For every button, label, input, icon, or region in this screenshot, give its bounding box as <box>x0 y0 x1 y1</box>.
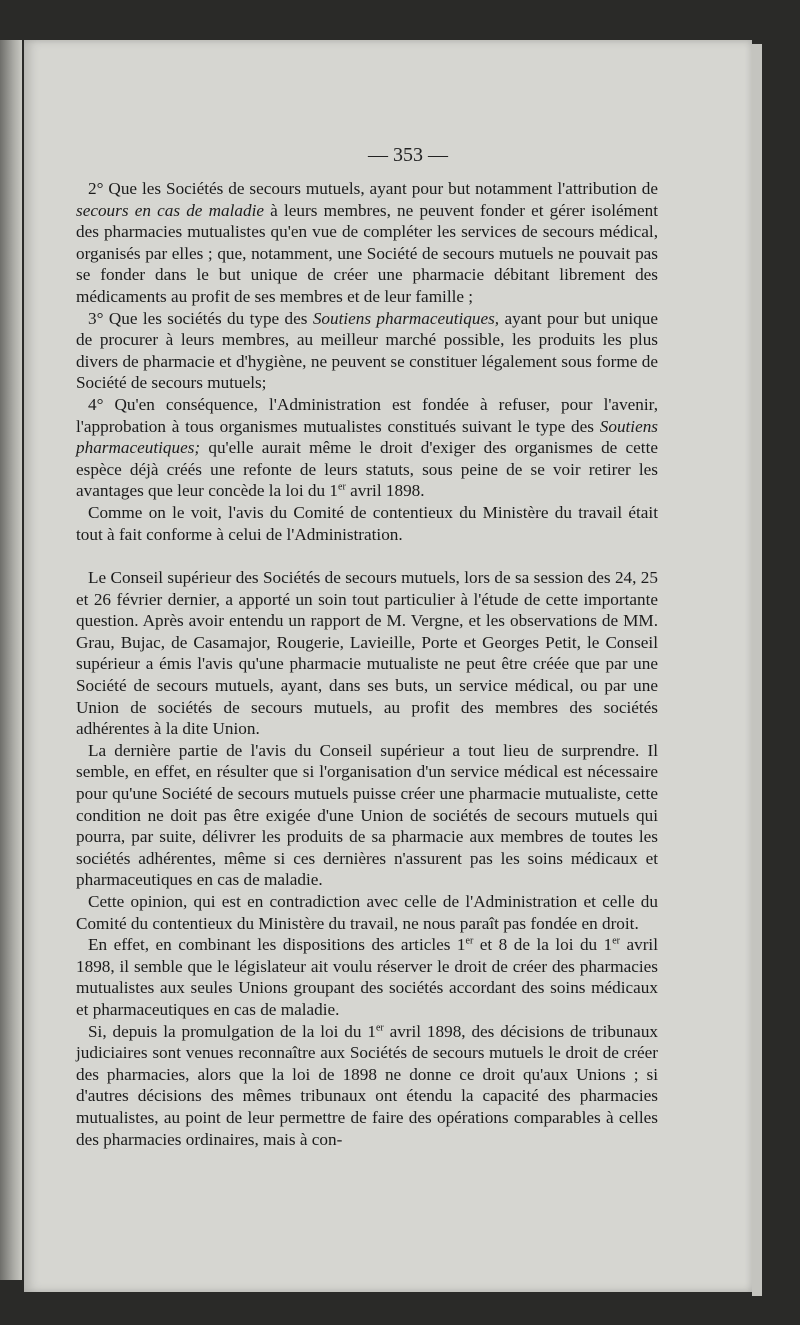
paragraph <box>76 934 658 1020</box>
text-run: 4° Qu'en conséquence, l'Administration est fondée à refuser, pour l'avenir, l'approbation à tous organismes mutualistes constitués suivant le type des <box>76 394 658 436</box>
paragraph <box>76 178 658 308</box>
paragraph <box>76 502 658 545</box>
superscript: er <box>375 1021 384 1033</box>
italic-run: Soutiens pharmaceutiques; <box>76 416 658 458</box>
paragraph <box>76 308 658 394</box>
body-text <box>76 178 658 1150</box>
text-run: Cette opinion, qui est en contradiction avec celle de l'Administration et celle du Comité du contentieux du Ministère du travail, ne nous paraît pas fondée en droit. <box>76 892 658 933</box>
paragraph <box>76 567 658 740</box>
italic-run: secours en cas de maladie <box>76 200 264 220</box>
text-run: avril 1898. <box>345 481 425 501</box>
text-run: Si, depuis la promulgation de la loi du 1 <box>88 1021 376 1041</box>
text-run: Comme on le voit, l'avis du Comité de contentieux du Ministère du travail était tout à fait conforme à celui de l'Administration. <box>76 502 658 544</box>
text-run: ayant pour but unique de procurer à leurs membres, au meilleur marché possible, les produits les plus divers de pharmacie et d'hygiène, ne peuvent se constituer légalement sous forme de Société de secours mutuels; <box>76 308 658 393</box>
page-number: — 353 — <box>368 144 448 166</box>
superscript: er <box>338 481 346 493</box>
book-binding-edge <box>0 40 22 1280</box>
paragraph <box>76 891 658 934</box>
paragraph <box>76 1021 658 1151</box>
text-run: qu'elle aurait même le droit d'exiger des organismes de cette espèce déjà créés une refonte de leurs statuts, sous peine de se voir retirer les avantages que leur concède la loi du 1 <box>76 438 658 501</box>
superscript: er <box>465 935 474 947</box>
text-run: et 8 de la loi du 1 <box>473 935 613 955</box>
text-run: à leurs membres, ne peuvent fonder et gérer isolément des pharmacies mutualistes qu'en vue de compléter les services de secours médical, organisés par elles ; que, notamment, une Société de secours mutuels ne pouvait pas se fonder dans le but unique de créer une pharmacie débitant librement des médicaments au profit de ses membres et de leur famille ; <box>76 200 658 306</box>
book-page <box>24 40 752 1292</box>
text-run: 2° Que les Sociétés de secours mutuels, ayant pour but notamment l'attribution de <box>88 179 658 198</box>
text-run: avril 1898, des décisions de tribunaux judiciaires sont venues reconnaître aux Sociétés de secours mutuels le droit de créer des pharmacies, alors que la loi de 1898 ne donne ce droit qu'aux Unions ; si d'autres décisions des mêmes tribunaux ont étendu la capacité des pharmacies mutualistes, au point de leur permettre de faire des opérations comparables à celles des pharmacies ordinaires, mais à con- <box>76 1021 659 1149</box>
text-run: 3° Que les sociétés du type des <box>88 308 313 328</box>
italic-run: Soutiens pharmaceutiques, <box>312 308 500 328</box>
page-stack-edge <box>752 44 762 1296</box>
text-run: La dernière partie de l'avis du Conseil supérieur a tout lieu de surprendre. Il semble, en effet, en résulter que si l'organisation d'un service médical est nécessaire pour qu'une Société de secours mutuels puisse créer une pharmacie mutualiste, cette condition ne doit pas être exigée d'une Union de sociétés de secours mutuels qui pourra, par suite, délivrer les produits de sa pharmacie aux membres de toutes les sociétés adhérentes, même si ces dernières n'assurent pas les soins médicaux et pharmaceutiques en cas de maladie. <box>76 740 658 890</box>
text-run: Le Conseil supérieur des Sociétés de secours mutuels, lors de sa session des 24, 25 et 26 février dernier, a apporté un soin tout particulier à l'étude de cette importante question. Après avoir entendu un rapport de M. Vergne, et les observations de MM. Grau, Bujac, de Casamajor, Rougerie, Lavieille, Porte et Georges Petit, le Conseil supérieur a émis l'avis qu'une pharmacie mutualiste ne peut être créée que par une Société de secours mutuels, ayant, dans ses buts, un service médical, ou par une Union de sociétés de secours mutuels, au profit des membres des sociétés adhérentes à la dite Union. <box>76 568 658 739</box>
superscript: er <box>612 935 620 947</box>
paragraph <box>76 740 658 891</box>
text-run: avril 1898, il semble que le législateur ait voulu réserver le droit de créer des pharmacies mutualistes aux seules Unions groupant des sociétés accordant des soins médicaux et pharmaceutiques en cas de maladie. <box>76 935 658 1019</box>
text-run: En effet, en combinant les dispositions des articles 1 <box>88 935 466 955</box>
paragraph <box>76 394 658 502</box>
